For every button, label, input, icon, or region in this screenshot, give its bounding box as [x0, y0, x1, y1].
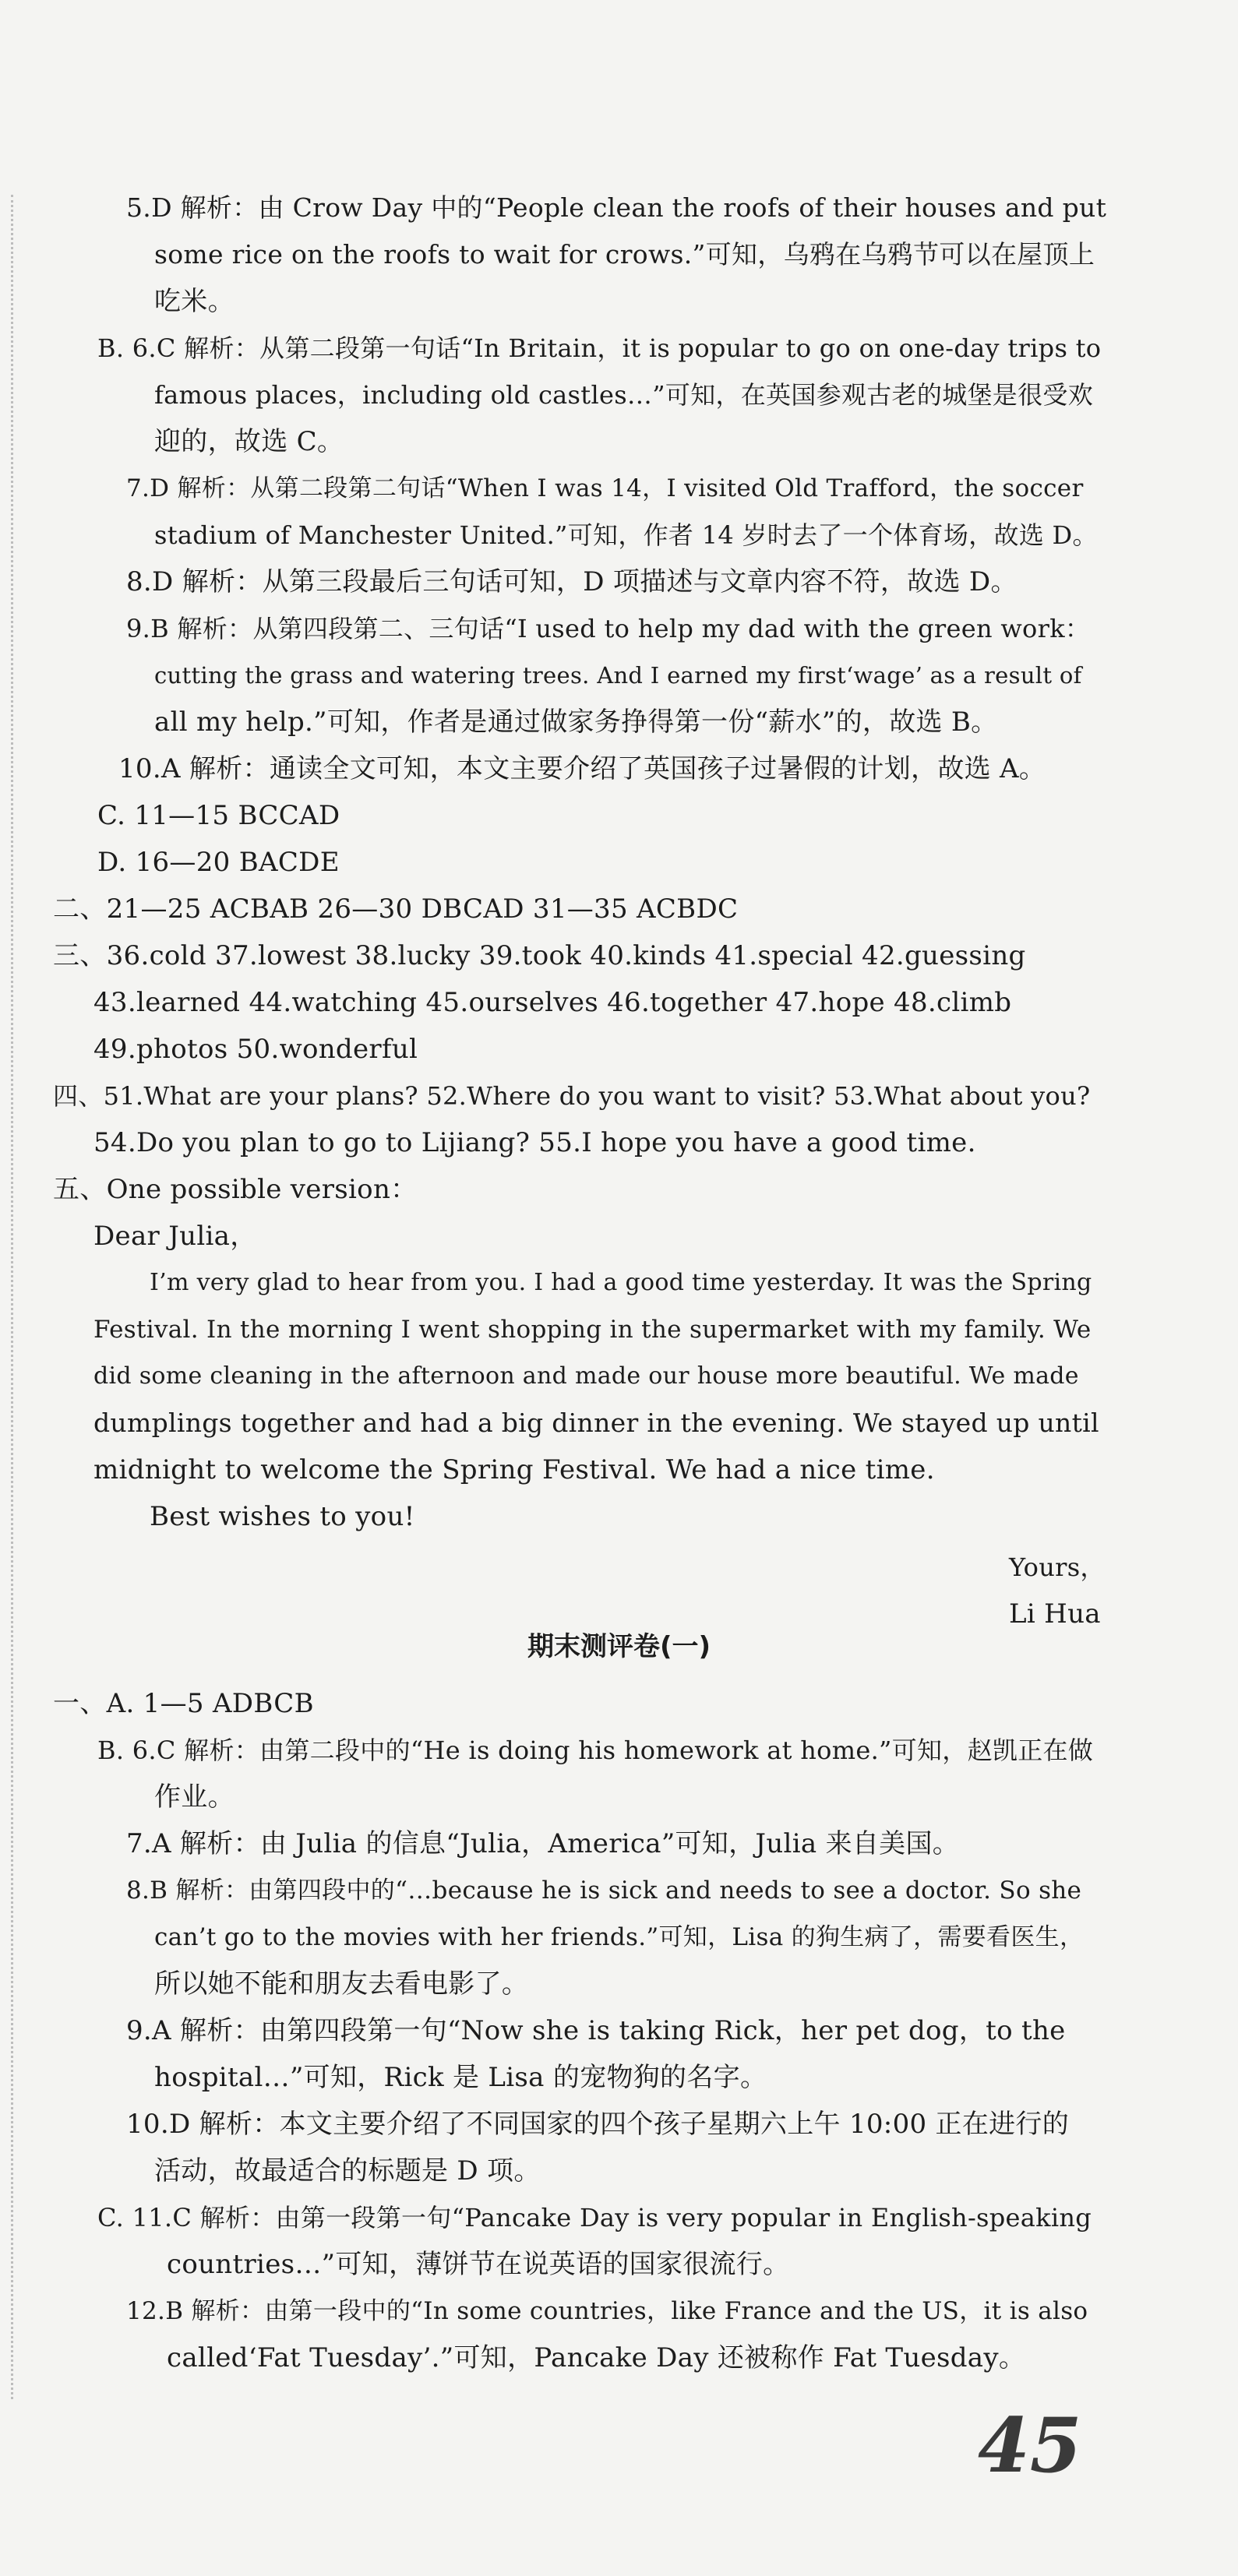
- text-line: C. 11.C 解析：由第一段第一句“Pancake Day is very popular in English-speaking: [97, 2203, 1092, 2232]
- text-line: 五、One possible version：: [53, 1174, 418, 1205]
- text-line: Festival. In the morning I went shopping in the supermarket with my family. We: [93, 1316, 1092, 1344]
- text-line: can’t go to the movies with her friends.”可知，Lisa 的狗生病了，需要看医生，: [154, 1923, 1085, 1951]
- text-line: 12.B 解析：由第一段中的“In some countries，like France and the US，it is also: [126, 2297, 1088, 2325]
- text-line: midnight to welcome the Spring Festival. We had a nice time.: [93, 1454, 935, 1485]
- text-line: 迎的，故选 C。: [154, 426, 344, 457]
- text-line: 三、36.cold 37.lowest 38.lucky 39.took 40.kinds 41.special 42.guessing: [53, 940, 1026, 971]
- text-line: Li Hua: [1009, 1598, 1101, 1630]
- text-line: did some cleaning in the afternoon and made our house more beautiful. We made: [93, 1362, 1079, 1390]
- text-line: 49.photos 50.wonderful: [93, 1034, 418, 1065]
- text-line: stadium of Manchester United.”可知，作者 14 岁时去了一个体育场，故选 D。: [154, 520, 1098, 550]
- text-line: dumplings together and had a big dinner in the evening. We stayed up until: [93, 1408, 1099, 1438]
- text-line: 所以她不能和朋友去看电影了。: [154, 1968, 529, 2000]
- text-line: I’m very glad to hear from you. I had a good time yesterday. It was the Spring: [150, 1269, 1092, 1296]
- text-line: 作业。: [154, 1781, 235, 1813]
- page-number: 45: [978, 2402, 1082, 2490]
- text-line: hospital…”可知，Rick 是 Lisa 的宠物狗的名字。: [154, 2062, 767, 2093]
- text-line: 9.A 解析：由第四段第一句“Now she is taking Rick，her pet dog，to the: [126, 2015, 1066, 2046]
- text-line: 5.D 解析：由 Crow Day 中的“People clean the roofs of their houses and put: [126, 192, 1107, 223]
- text-line: cutting the grass and watering trees. And I earned my first‘wage’ as a result of: [154, 662, 1082, 689]
- binding-dotted-line: [11, 195, 13, 2399]
- text-line: D. 16—20 BACDE: [97, 847, 340, 878]
- text-line: 一、A. 1—5 ADBCB: [53, 1688, 314, 1719]
- text-line: 活动，故最适合的标题是 D 项。: [154, 2155, 541, 2187]
- text-line: 10.D 解析：本文主要介绍了不同国家的四个孩子星期六上午 10:00 正在进行的: [126, 2109, 1070, 2140]
- section-title: 期末测评卷(一): [527, 1631, 711, 1662]
- text-line: countries…”可知，薄饼节在说英语的国家很流行。: [167, 2249, 790, 2280]
- text-line: 二、21—25 ACBAB 26—30 DBCAD 31—35 ACBDC: [53, 893, 739, 925]
- text-line: 8.B 解析：由第四段中的“…because he is sick and needs to see a doctor. So she: [126, 1876, 1082, 1905]
- text-line: B. 6.C 解析：从第二段第一句话“In Britain，it is popular to go on one-day trips to: [97, 333, 1102, 363]
- text-line: 四、51.What are your plans? 52.Where do you want to visit? 53.What about you?: [53, 1081, 1091, 1111]
- text-line: 7.A 解析：由 Julia 的信息“Julia，America”可知，Julia 来自美国。: [126, 1828, 960, 1859]
- text-line: 43.learned 44.watching 45.ourselves 46.together 47.hope 48.climb: [93, 987, 1012, 1018]
- text-line: 54.Do you plan to go to Lijiang? 55.I hope you have a good time.: [93, 1127, 976, 1158]
- text-line: 9.B 解析：从第四段第二、三句话“I used to help my dad with the green work：: [126, 614, 1091, 643]
- text-line: Dear Julia，: [93, 1221, 257, 1252]
- text-line: C. 11—15 BCCAD: [97, 800, 340, 831]
- text-line: Yours，: [1009, 1552, 1106, 1582]
- text-line: 10.A 解析：通读全文可知，本文主要介绍了英国孩子过暑假的计划，故选 A。: [118, 753, 1046, 784]
- text-line: 吃米。: [154, 286, 235, 317]
- text-line: called‘Fat Tuesday’.”可知，Pancake Day 还被称作 Fat Tuesday。: [167, 2342, 1026, 2373]
- text-line: some rice on the roofs to wait for crows.”可知，乌鸦在乌鸦节可以在屋顶上: [154, 239, 1095, 270]
- text-line: all my help.”可知，作者是通过做家务挣得第一份“薪水”的，故选 B。: [154, 707, 998, 738]
- text-line: 7.D 解析：从第二段第二句话“When I was 14，I visited Old Trafford，the soccer: [126, 474, 1084, 502]
- text-line: Best wishes to you!: [150, 1501, 415, 1532]
- text-line: 8.D 解析：从第三段最后三句话可知，D 项描述与文章内容不符，故选 D。: [126, 566, 1018, 597]
- text-line: B. 6.C 解析：由第二段中的“He is doing his homework at home.”可知，赵凯正在做: [97, 1736, 1094, 1765]
- text-line: famous places，including old castles…”可知，在英国参观古老的城堡是很受欢: [154, 380, 1093, 410]
